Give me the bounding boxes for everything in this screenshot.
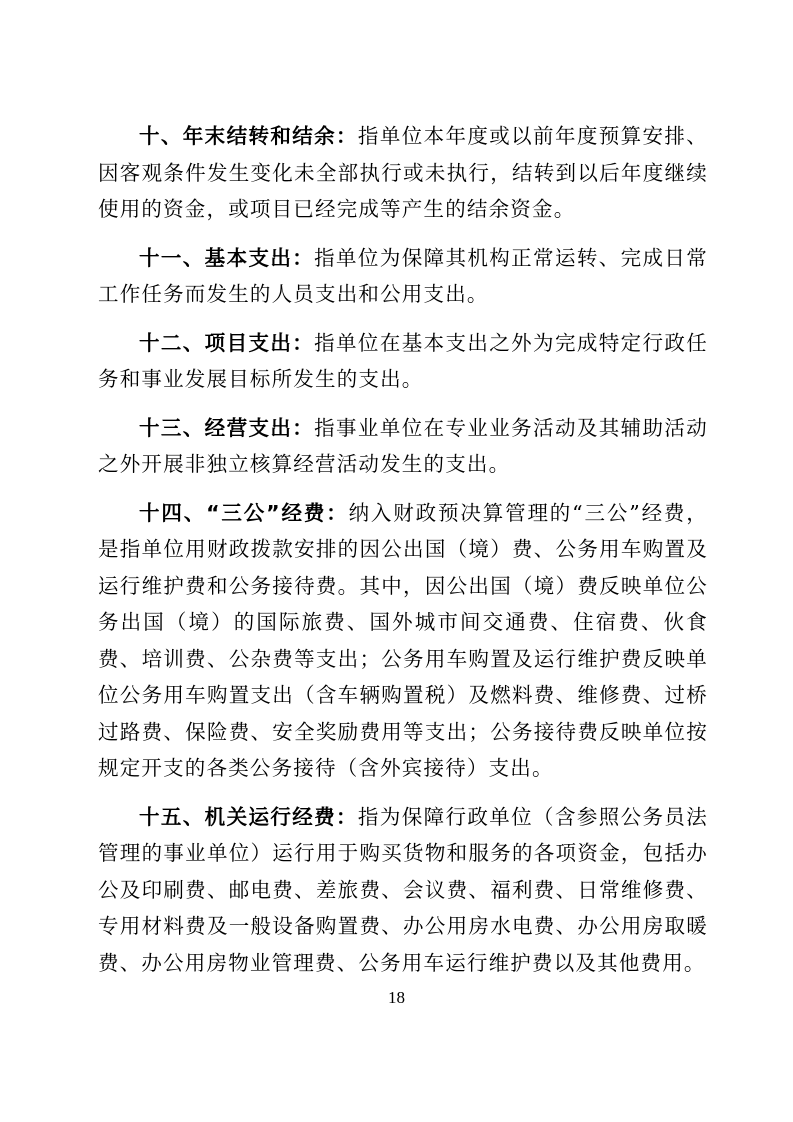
definition-term: 十四、“三公”经费： xyxy=(139,500,349,525)
definition-text: 指为保障行政单位（含参照公务员法管理的事业单位）运行用于购买货物和服务的各项资金，包括办公及印刷费、邮电费、差旅费、会议费、福利费、日常维修费、专用材料费及一般设备购置费、办公用房水电费、办公用房取暖费、办公用房物业管理费、公务用车运行维护费以及其他费用。 xyxy=(98,804,708,975)
page-number: 18 xyxy=(388,988,405,1007)
definition-term: 十五、机关运行经费： xyxy=(139,804,358,829)
definition-text: 指单位本年度或以前年度预算安排、因客观条件发生变化未全部执行或未执行，结转到以后年度继续使用的资金，或项目已经完成等产生的结余资金。 xyxy=(98,124,708,221)
definition-paragraph-14 xyxy=(98,495,708,787)
definition-term: 十、年末结转和结余： xyxy=(139,124,358,148)
definition-term: 十一、基本支出： xyxy=(139,245,315,270)
definition-term: 十三、经营支出： xyxy=(139,415,315,440)
definition-term: 十二、项目支出： xyxy=(139,330,315,355)
definition-text: 指单位在基本支出之外为完成特定行政任务和事业发展目标所发生的支出。 xyxy=(98,330,708,391)
definition-text: 指事业单位在专业业务活动及其辅助活动之外开展非独立核算经营活动发生的支出。 xyxy=(98,415,708,476)
document-body xyxy=(98,118,708,993)
definition-paragraph-11 xyxy=(98,240,708,313)
definition-text: 指单位为保障其机构正常运转、完成日常工作任务而发生的人员支出和公用支出。 xyxy=(98,245,708,306)
definition-paragraph-13 xyxy=(98,410,708,483)
definition-text: 纳入财政预决算管理的“三公”经费，是指单位用财政拨款安排的因公出国（境）费、公务用车购置及运行维护费和公务接待费。其中，因公出国（境）费反映单位公务出国（境）的国际旅费、国外城市间交通费、住宿费、伙食费、培训费、公杂费等支出；公务用车购置及运行维护费反映单位公务用车购置支出（含车辆购置税）及燃料费、维修费、过桥过路费、保险费、安全奖励费用等支出；公务接待费反映单位按规定开支的各类公务接待（含外宾接待）支出。 xyxy=(98,500,708,780)
definition-paragraph-15 xyxy=(98,799,708,982)
definition-paragraph-10 xyxy=(98,118,708,228)
definition-paragraph-12 xyxy=(98,325,708,398)
